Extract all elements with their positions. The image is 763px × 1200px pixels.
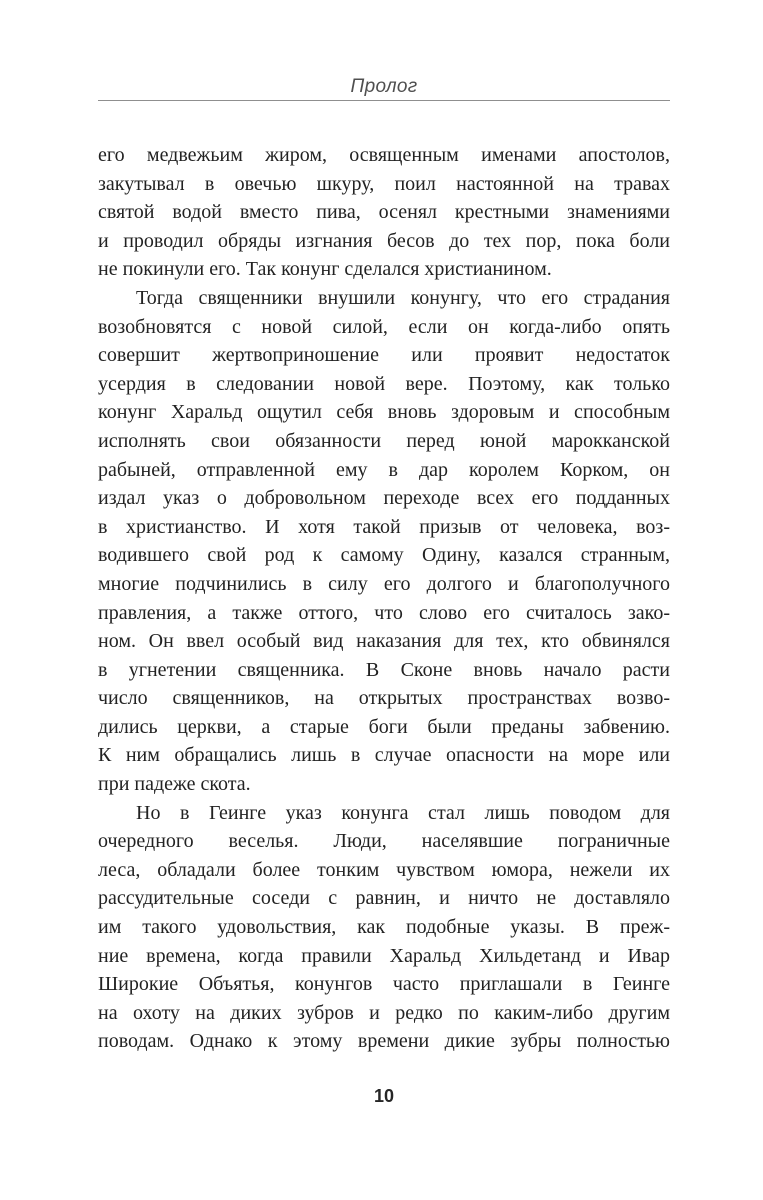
text-line: и проводил обряды изгнания бесов до тех пор, пока боли: [98, 229, 670, 252]
text-line: не покинули его. Так конунг сделался христианином.: [98, 258, 552, 281]
text-line: Широкие Объятья, конунгов часто приглашали в Геинге: [98, 973, 670, 996]
paragraph: [98, 284, 670, 799]
paragraph: [98, 141, 670, 284]
text-line: в угнетении священника. В Сконе вновь начало расти: [98, 658, 670, 681]
text-line: водившего свой род к самому Одину, казался странным,: [98, 544, 670, 567]
text-line: усердия в следовании новой вере. Поэтому, как только: [98, 372, 670, 395]
text-line: издал указ о добровольном переходе всех его подданных: [98, 487, 670, 510]
text-line: очередного веселья. Люди, населявшие пограничные: [98, 830, 670, 853]
text-line: конунг Харальд ощутил себя вновь здоровым и способным: [98, 401, 670, 424]
text-line: дились церкви, а старые боги были преданы забвению.: [98, 715, 670, 738]
running-head: Пролог: [350, 76, 418, 97]
header-divider: [98, 100, 670, 101]
text-line: число священников, на открытых пространствах возво-: [98, 687, 670, 710]
text-line: многие подчинились в силу его долгого и благополучного: [98, 572, 670, 595]
text-line: исполнять свои обязанности перед юной марокканской: [98, 429, 670, 452]
text-line: Но в Геинге указ конунга стал лишь поводом для: [136, 801, 670, 824]
text-line: правления, а также оттого, что слово его считалось зако-: [98, 601, 670, 624]
text-line: Тогда священники внушили конунгу, что его страдания: [136, 286, 670, 309]
text-line: К ним обращались лишь в случае опасности на море или: [98, 744, 670, 767]
text-line: поводам. Однако к этому времени дикие зубры полностью: [98, 1030, 670, 1053]
page-number: 10: [373, 1086, 395, 1106]
text-line: в христианство. И хотя такой призыв от человека, воз-: [98, 515, 670, 538]
text-line: возобновятся с новой силой, если он когда-либо опять: [98, 315, 670, 338]
text-line: леса, обладали более тонким чувством юмора, нежели их: [98, 858, 670, 881]
text-line: рабыней, отправленной ему в дар королем Корком, он: [98, 458, 670, 481]
paragraph: [98, 799, 670, 1056]
text-line: ние времена, когда правили Харальд Хильдетанд и Ивар: [98, 944, 670, 967]
text-line: его медвежьим жиром, освященным именами апостолов,: [98, 144, 670, 166]
text-line: закутывал в овечью шкуру, поил настоянной на травах: [98, 172, 670, 195]
text-line: святой водой вместо пива, осенял крестными знамениями: [98, 201, 670, 224]
text-line: рассудительные соседи с равнин, и ничто не доставляло: [98, 887, 670, 910]
text-line: на охоту на диких зубров и редко по каким-либо другим: [98, 1001, 670, 1024]
text-line: совершит жертвоприношение или проявит недостаток: [98, 344, 670, 367]
text-line: при падеже скота.: [98, 773, 251, 796]
page-body: [98, 141, 670, 1056]
text-line: им такого удовольствия, как подобные указы. В преж-: [98, 916, 670, 939]
text-line: ном. Он ввел особый вид наказания для тех, кто обвинялся: [98, 630, 670, 653]
